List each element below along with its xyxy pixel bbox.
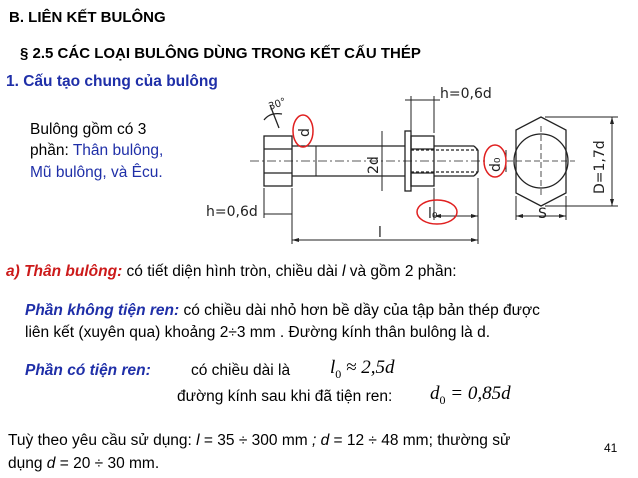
part-a-text: có tiết diện hình tròn, chiều dài xyxy=(122,263,342,280)
threaded-line-2: đường kính sau khi đã tiện ren: xyxy=(177,388,393,405)
footer-v2: d xyxy=(320,432,330,449)
formula-l0-sub: 0 xyxy=(335,366,342,381)
hex-width-label: S xyxy=(538,206,547,222)
part-a-label: a) Thân bulông: xyxy=(6,263,123,280)
intro-line-2-a: phần: xyxy=(30,142,73,159)
angle-label: 30° xyxy=(267,96,288,113)
intro-line-1: Bulông gồm có 3 xyxy=(30,121,147,138)
footer-p4: = 12 ÷ 48 mm; thường sử xyxy=(329,432,511,449)
intro-line-2-b: Thân bulông, xyxy=(72,142,164,159)
intro-line-3: Mũ bulông, và Êcu. xyxy=(30,164,163,181)
footer-line-2-b: = 20 ÷ 30 mm. xyxy=(55,455,160,472)
formula-l0-var: l xyxy=(330,357,336,378)
page-number: 41 xyxy=(604,441,618,455)
footer-line-2 xyxy=(8,455,159,473)
formula-l0-rest: ≈ 2,5d xyxy=(341,357,395,378)
footer-p3: ; xyxy=(311,432,321,449)
footer-v1: l xyxy=(196,432,200,449)
footer-line-2-a: dụng xyxy=(8,455,47,472)
unthreaded-line-2: liên kết (xuyên qua) khoảng 2÷3 mm . Đường kính thân bulông là d. xyxy=(25,324,491,341)
formula-d0-var: d xyxy=(430,383,440,404)
formula-d0-sub: 0 xyxy=(439,392,446,407)
head-height-label: h=0,6d xyxy=(206,204,258,220)
shank-diameter-label: d xyxy=(297,128,313,137)
unthreaded-line-1 xyxy=(25,302,540,320)
bolt-length-label: l xyxy=(378,225,382,241)
nut-height-label: h=0,6d xyxy=(440,86,492,102)
washer-diameter-label: 2d xyxy=(366,156,382,174)
threaded-line-1: có chiều dài là xyxy=(191,362,291,379)
formula-l0 xyxy=(330,357,394,382)
intro-line-2 xyxy=(30,142,163,160)
footer-p2: = 35 ÷ 300 mm xyxy=(199,432,312,449)
slide-heading: B. LIÊN KẾT BULÔNG xyxy=(9,9,166,26)
unthreaded-text-1: có chiều dài nhỏ hơn bề dầy của tập bản thép được xyxy=(179,302,540,319)
subheading: 1. Cấu tạo chung của bulông xyxy=(6,73,218,90)
hex-diameter-label: D=1,7d xyxy=(592,140,608,194)
formula-d0 xyxy=(430,383,511,408)
unthreaded-label: Phần không tiện ren: xyxy=(25,302,180,319)
bolt-diagram xyxy=(200,75,630,250)
part-a-text-2: và gồm 2 phần: xyxy=(345,263,457,280)
footer-line-1 xyxy=(8,432,510,450)
part-a-var: l xyxy=(341,263,346,280)
threaded-label: Phần có tiện ren: xyxy=(25,362,151,379)
formula-d0-rest: = 0,85d xyxy=(445,383,511,404)
thread-diameter-label: d₀ xyxy=(488,157,504,172)
thread-length-label: l₀ xyxy=(428,206,438,222)
footer-p1: Tuỳ theo yêu cầu sử dụng: xyxy=(8,432,197,449)
part-a-line xyxy=(6,263,457,281)
section-title: § 2.5 CÁC LOẠI BULÔNG DÙNG TRONG KẾT CẤU THÉP xyxy=(20,45,421,62)
footer-line-2-v: d xyxy=(46,455,56,472)
